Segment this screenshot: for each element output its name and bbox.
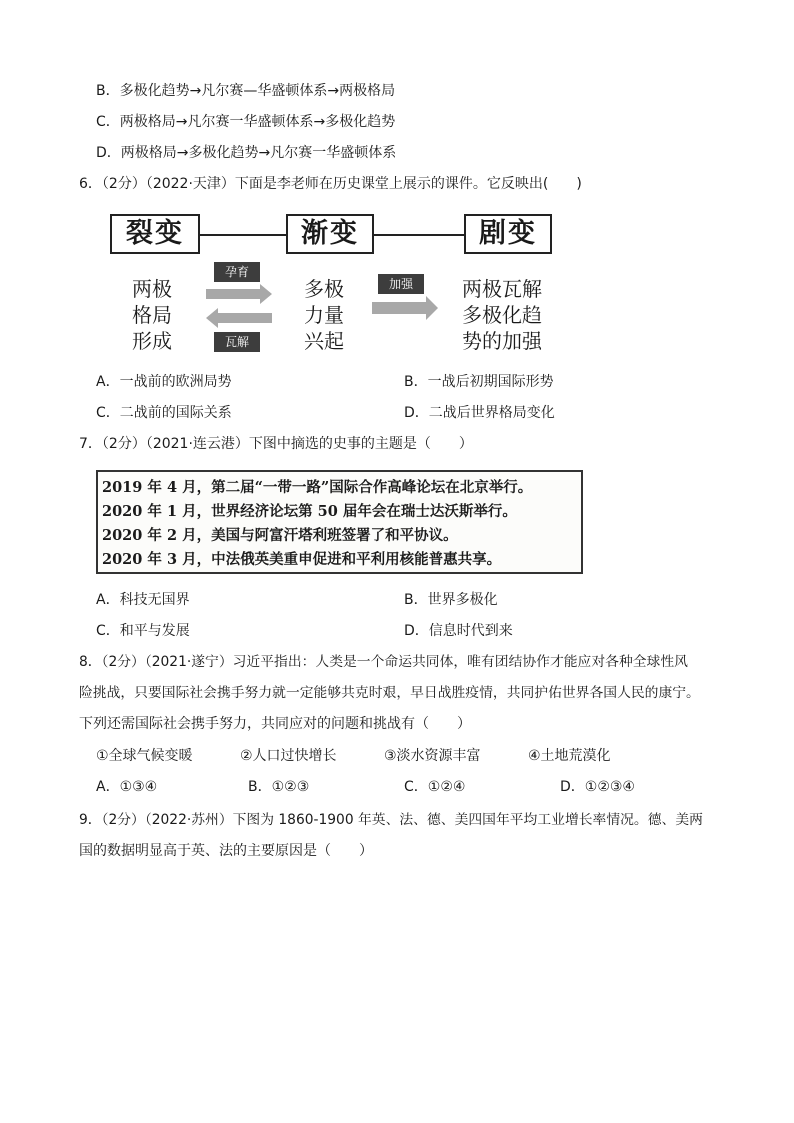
connector-line bbox=[200, 234, 286, 236]
event-line: 2019 年 4 月，第二届“一带一路”国际合作高峰论坛在北京举行。 bbox=[102, 479, 533, 496]
q8-item-1: ①全球气候变暖 bbox=[96, 748, 193, 764]
arrow-label-wajie: 瓦解 bbox=[214, 332, 260, 352]
desc-line: 两极瓦解 bbox=[462, 277, 542, 301]
desc-line: 两极 bbox=[132, 277, 172, 301]
event-line: 2020 年 1 月，世界经济论坛第 50 届年会在瑞士达沃斯举行。 bbox=[102, 503, 517, 520]
stage-box-jubian: 剧变 bbox=[464, 214, 552, 254]
q8-stem-line1: 8．（2分）（2021·遂宁）习近平指出：人类是一个命运共同体，唯有团结协作才能应对各种全球性风 bbox=[79, 654, 688, 670]
prev-option-d: D．两极格局→多极化趋势→凡尔赛一华盛顿体系 bbox=[96, 145, 397, 161]
q8-item-3: ③淡水资源丰富 bbox=[384, 748, 481, 764]
event-line: 2020 年 3 月，中法俄英美重申促进和平利用核能普惠共享。 bbox=[102, 551, 502, 568]
q6-option-d: D．二战后世界格局变化 bbox=[404, 405, 555, 421]
stage-box-jianbian: 渐变 bbox=[286, 214, 374, 254]
q8-option-d: D．①②③④ bbox=[560, 779, 635, 795]
q6-option-b: B．一战后初期国际形势 bbox=[404, 374, 554, 390]
event-line: 2020 年 2 月，美国与阿富汗塔利班签署了和平协议。 bbox=[102, 527, 458, 544]
q6-courseware-diagram bbox=[100, 208, 570, 360]
left-arrow-icon bbox=[204, 308, 272, 328]
desc-line: 形成 bbox=[132, 329, 172, 353]
stage-box-liebian: 裂变 bbox=[110, 214, 200, 254]
arrow-label-yunyu: 孕育 bbox=[214, 262, 260, 282]
desc-line: 兴起 bbox=[304, 329, 344, 353]
q8-item-4: ④土地荒漠化 bbox=[528, 748, 611, 764]
q8-option-a: A．①③④ bbox=[96, 779, 158, 795]
desc-line: 势的加强 bbox=[462, 329, 542, 353]
desc-line: 力量 bbox=[304, 303, 344, 327]
desc-line: 多极化趋 bbox=[462, 303, 542, 327]
q8-stem-line2: 险挑战，只要国际社会携手努力就一定能够共克时艰，早日战胜疫情，共同护佑世界各国人民的康宁。 bbox=[79, 685, 700, 701]
q8-item-2: ②人口过快增长 bbox=[240, 748, 337, 764]
q8-option-c: C．①②④ bbox=[404, 779, 466, 795]
right-arrow-icon bbox=[372, 296, 440, 320]
q6-option-a: A．一战前的欧洲局势 bbox=[96, 374, 232, 390]
connector-line bbox=[374, 234, 464, 236]
stage-desc-jianbian bbox=[304, 276, 344, 354]
q7-option-b: B．世界多极化 bbox=[404, 592, 498, 608]
q6-option-c: C．二战前的国际关系 bbox=[96, 405, 232, 421]
prev-option-b: B．多极化趋势→凡尔赛—华盛顿体系→两极格局 bbox=[96, 83, 396, 99]
q7-option-a: A．科技无国界 bbox=[96, 592, 190, 608]
q8-option-b: B．①②③ bbox=[248, 779, 310, 795]
right-arrow-icon bbox=[206, 284, 274, 304]
q8-stem-line3: 下列还需国际社会携手努力，共同应对的问题和挑战有（ ） bbox=[79, 716, 471, 732]
arrow-label-jiaqiang: 加强 bbox=[378, 274, 424, 294]
prev-option-c: C．两极格局→凡尔赛一华盛顿体系→多极化趋势 bbox=[96, 114, 396, 130]
q7-option-c: C．和平与发展 bbox=[96, 623, 190, 639]
desc-line: 多极 bbox=[304, 277, 344, 301]
q7-option-d: D．信息时代到来 bbox=[404, 623, 513, 639]
q6-stem: 6．（2分）（2022·天津）下面是李老师在历史课堂上展示的课件。它反映出( ) bbox=[79, 176, 582, 192]
stage-desc-liebian bbox=[132, 276, 172, 354]
stage-desc-jubian bbox=[462, 276, 542, 354]
q7-stem: 7．（2分）（2021·连云港）下图中摘选的史事的主题是（ ） bbox=[79, 436, 473, 452]
q7-events-box bbox=[96, 470, 583, 574]
q9-stem-line2: 国的数据明显高于英、法的主要原因是（ ） bbox=[79, 843, 373, 859]
q9-stem-line1: 9．（2分）（2022·苏州）下图为 1860-1900 年英、法、德、美四国年平均工业增长率情况。德、美两 bbox=[79, 812, 703, 828]
desc-line: 格局 bbox=[132, 303, 172, 327]
